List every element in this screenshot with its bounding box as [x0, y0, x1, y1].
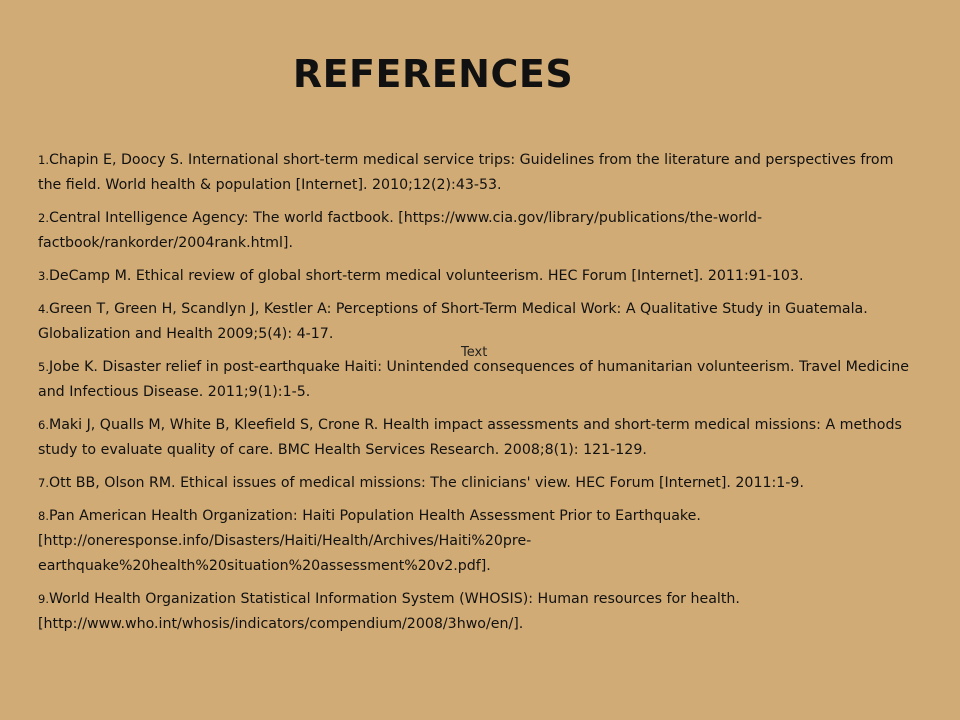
reference-number: 3.	[38, 269, 49, 283]
reference-text: Chapin E, Doocy S. International short-term medical service trips: Guidelines from the literature and perspectives from the field. World health & population [Internet]. 2010;12(2):43-53.	[38, 152, 894, 193]
reference-number: 4.	[38, 302, 49, 316]
reference-text: Green T, Green H, Scandlyn J, Kestler A: Perceptions of Short-Term Medical Work: A Qualitative Study in Guatemala. Globalization and Health 2009;5(4): 4-17.	[38, 301, 868, 342]
reference-item	[38, 504, 918, 579]
reference-text: Maki J, Qualls M, White B, Kleefield S, Crone R. Health impact assessments and short-term medical missions: A methods study to evaluate quality of care. BMC Health Services Research. 2008;8(1): 121-129.	[38, 417, 902, 458]
reference-number: 7.	[38, 476, 49, 490]
reference-item	[38, 471, 918, 496]
reference-item	[38, 413, 918, 463]
reference-text: DeCamp M. Ethical review of global short-term medical volunteerism. HEC Forum [Internet]. 2011:91-103.	[48, 268, 804, 284]
reference-text: Ott BB, Olson RM. Ethical issues of medical missions: The clinicians' view. HEC Forum [Internet]. 2011:1-9.	[48, 475, 804, 491]
reference-text: Central Intelligence Agency: The world factbook. [https://www.cia.gov/library/publications/the-world-factbook/rankorder/2004rank.html].	[38, 210, 763, 251]
reference-item	[38, 355, 918, 405]
reference-number: 8.	[38, 509, 49, 523]
reference-item	[38, 206, 918, 256]
reference-text: Jobe K. Disaster relief in post-earthquake Haiti: Unintended consequences of humanitarian volunteerism. Travel Medicine and Infectious Disease. 2011;9(1):1-5.	[38, 359, 910, 400]
reference-text: World Health Organization Statistical Information System (WHOSIS): Human resources for health. [http://www.who.int/whosis/indicators/compendium/2008/3hwo/en/].	[38, 591, 740, 632]
reference-number: 9.	[38, 592, 49, 606]
page-title: REFERENCES	[292, 52, 574, 96]
reference-item	[38, 297, 918, 347]
reference-list	[38, 148, 918, 645]
reference-item	[38, 264, 918, 289]
text-placeholder: Text	[461, 345, 488, 360]
reference-text: Pan American Health Organization: Haiti Population Health Assessment Prior to Earthquake. [http://oneresponse.info/Disasters/Haiti/Health/Archives/Haiti%20pre-earthquake%20health%20situation%20assessment%20v2.pdf].	[38, 508, 701, 574]
reference-item	[38, 148, 918, 198]
reference-number: 2.	[38, 211, 49, 225]
reference-number: 5.	[38, 360, 49, 374]
reference-item	[38, 587, 918, 637]
reference-number: 6.	[38, 418, 49, 432]
reference-number: 1.	[38, 153, 49, 167]
